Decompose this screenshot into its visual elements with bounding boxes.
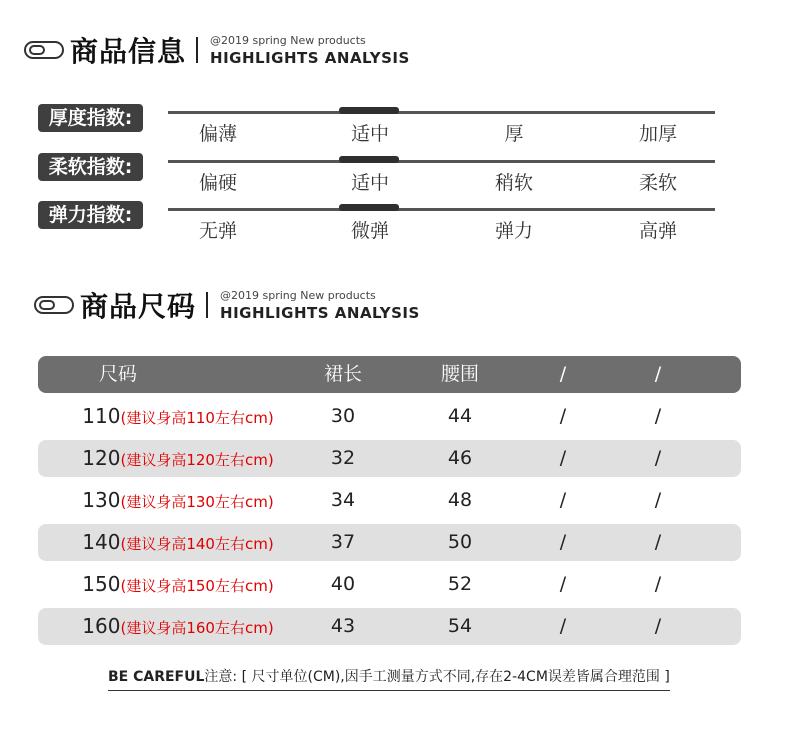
table-row xyxy=(38,524,741,561)
col5-cell: / xyxy=(654,531,662,553)
index-option: 弹力 xyxy=(494,220,533,242)
col4-cell: / xyxy=(559,615,567,637)
header-col4: / xyxy=(559,363,567,385)
waist-cell: 52 xyxy=(447,573,473,595)
length-cell: 40 xyxy=(330,573,356,595)
col4-cell: / xyxy=(559,489,567,511)
divider xyxy=(196,37,198,63)
waist-cell: 48 xyxy=(447,489,473,511)
size-cell xyxy=(38,608,318,647)
col5-cell: / xyxy=(654,405,662,427)
index-option: 偏薄 xyxy=(198,123,237,145)
size-value: 140 xyxy=(82,530,121,554)
subtitle-small: @2019 spring New products xyxy=(210,33,366,47)
size-value: 120 xyxy=(82,446,121,470)
index-option: 加厚 xyxy=(638,123,677,145)
section-title: 商品尺码 xyxy=(80,290,197,323)
length-cell: 32 xyxy=(330,447,356,469)
col5-cell: / xyxy=(654,573,662,595)
size-note: (建议身高120左右cm) xyxy=(120,451,274,469)
header-waist: 腰围 xyxy=(440,363,479,385)
table-row xyxy=(38,566,741,603)
col5-cell: / xyxy=(654,489,662,511)
care-note xyxy=(108,666,670,691)
col4-cell: / xyxy=(559,573,567,595)
index-option: 偏硬 xyxy=(198,172,237,194)
table-row xyxy=(38,482,741,519)
size-value: 130 xyxy=(82,488,121,512)
subtitle-big: HIGHLIGHTS ANALYSIS xyxy=(210,48,410,67)
length-cell: 43 xyxy=(330,615,356,637)
size-cell xyxy=(38,482,318,521)
index-marker xyxy=(339,156,399,163)
length-cell: 34 xyxy=(330,489,356,511)
index-option: 高弹 xyxy=(638,220,677,242)
waist-cell: 50 xyxy=(447,531,473,553)
length-cell: 30 xyxy=(330,405,356,427)
size-cell xyxy=(38,524,318,563)
size-table xyxy=(38,356,741,650)
col5-cell: / xyxy=(654,615,662,637)
index-option: 稍软 xyxy=(494,172,533,194)
index-track xyxy=(168,160,715,163)
table-row xyxy=(38,440,741,477)
header-col5: / xyxy=(654,363,662,385)
size-value: 160 xyxy=(82,614,121,638)
care-note-bold: BE CAREFUL xyxy=(108,669,205,685)
section-title: 商品信息 xyxy=(70,35,187,68)
waist-cell: 54 xyxy=(447,615,473,637)
header-size: 尺码 xyxy=(98,363,137,385)
section-subtitle xyxy=(210,34,410,67)
table-row xyxy=(38,398,741,435)
subtitle-big: HIGHLIGHTS ANALYSIS xyxy=(220,303,420,322)
pill-icon xyxy=(24,41,64,59)
size-cell xyxy=(38,440,318,479)
waist-cell: 46 xyxy=(447,447,473,469)
pill-icon xyxy=(34,296,74,314)
index-row-thickness xyxy=(38,104,718,150)
col4-cell: / xyxy=(559,405,567,427)
divider xyxy=(206,292,208,318)
size-value: 150 xyxy=(82,572,121,596)
table-header-row xyxy=(38,356,741,393)
size-cell xyxy=(38,566,318,605)
table-row xyxy=(38,608,741,645)
section-subtitle xyxy=(220,289,420,322)
size-note: (建议身高110左右cm) xyxy=(120,409,274,427)
length-cell: 37 xyxy=(330,531,356,553)
size-value: 110 xyxy=(82,404,121,428)
index-option: 适中 xyxy=(350,172,389,194)
index-marker xyxy=(339,107,399,114)
size-info-header xyxy=(34,285,420,325)
care-note-text: 注意: [ 尺寸单位(CM),因手工测量方式不同,存在2-4CM误差皆属合理范围 ] xyxy=(204,669,670,685)
index-label: 厚度指数: xyxy=(38,104,143,132)
size-note: (建议身高140左右cm) xyxy=(120,535,274,553)
col4-cell: / xyxy=(559,447,567,469)
size-note: (建议身高150左右cm) xyxy=(120,577,274,595)
index-label: 弹力指数: xyxy=(38,201,143,229)
index-label: 柔软指数: xyxy=(38,153,143,181)
index-option: 厚 xyxy=(504,123,524,145)
header-length: 裙长 xyxy=(323,363,362,385)
index-row-elasticity xyxy=(38,201,718,247)
index-option: 适中 xyxy=(350,123,389,145)
index-track xyxy=(168,111,715,114)
index-track xyxy=(168,208,715,211)
col5-cell: / xyxy=(654,447,662,469)
col4-cell: / xyxy=(559,531,567,553)
size-note: (建议身高160左右cm) xyxy=(120,619,274,637)
index-option: 无弹 xyxy=(198,220,237,242)
index-marker xyxy=(339,204,399,211)
index-row-softness xyxy=(38,153,718,199)
size-note: (建议身高130左右cm) xyxy=(120,493,274,511)
subtitle-small: @2019 spring New products xyxy=(220,288,376,302)
waist-cell: 44 xyxy=(447,405,473,427)
size-cell xyxy=(38,398,318,437)
index-option: 柔软 xyxy=(638,172,677,194)
index-option: 微弹 xyxy=(350,220,389,242)
product-info-header xyxy=(24,30,410,70)
